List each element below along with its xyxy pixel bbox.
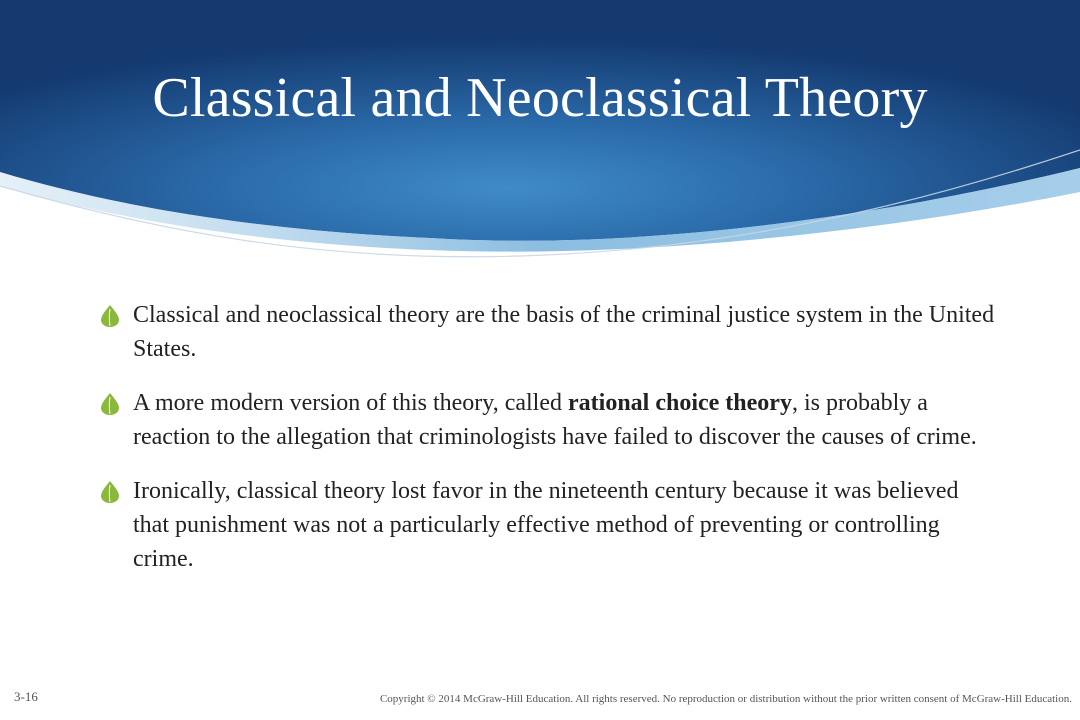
header-banner — [0, 0, 1080, 270]
bullet-item — [100, 298, 1000, 366]
leaf-icon — [100, 305, 120, 327]
slide-title: Classical and Neoclassical Theory — [152, 67, 928, 129]
slide-number: 3-16 — [14, 689, 38, 704]
bullet-text: Classical and neoclassical theory are the basis of the criminal justice system in the United States. — [133, 302, 995, 362]
copyright-notice: Copyright © 2014 McGraw-Hill Education. All rights reserved. No reproduction or distribution without the prior written consent of McGraw-Hill Education. — [379, 693, 1072, 705]
bullet-item — [100, 474, 1000, 576]
bullet-text: Ironically, classical theory lost favor in the nineteenth century because it was believed that punishment was not a particularly effective method of preventing or controlling crime. — [133, 478, 959, 572]
bold-term: rational choice theory — [568, 390, 792, 416]
bullet-item — [100, 386, 1000, 454]
leaf-icon — [100, 393, 120, 415]
leaf-icon — [100, 481, 120, 503]
bullet-text: A more modern version of this theory, called rational choice theory, is probably a reaction to the allegation that criminologists have failed to discover the causes of crime. — [133, 390, 977, 450]
bullet-list — [100, 298, 1000, 596]
